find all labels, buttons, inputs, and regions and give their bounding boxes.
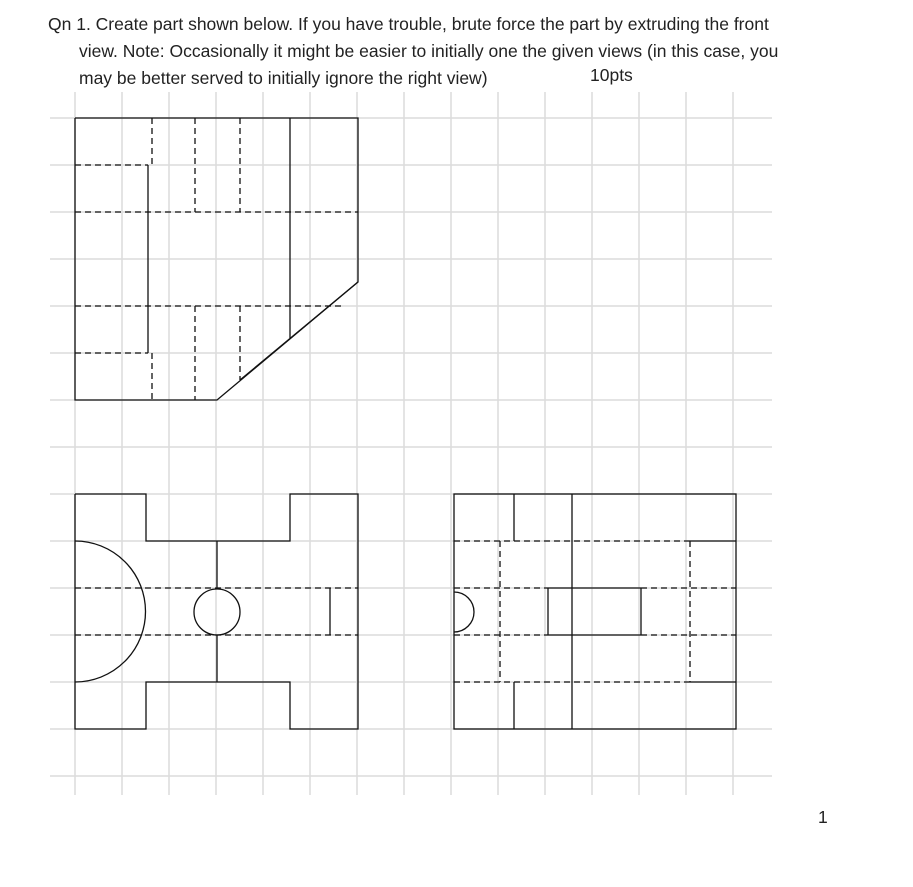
points-label: 10pts: [590, 65, 633, 85]
page-number: 1: [818, 807, 828, 827]
question-line-1: Qn 1. Create part shown below. If you have trouble, brute force the part by extruding the front: [48, 14, 769, 34]
question-line-3: may be better served to initially ignore the right view): [79, 68, 488, 88]
question-line-2: view. Note: Occasionally it might be easier to initially one the given views (in this case, you: [79, 41, 779, 61]
grid: [50, 92, 772, 795]
right-view: [454, 494, 736, 729]
